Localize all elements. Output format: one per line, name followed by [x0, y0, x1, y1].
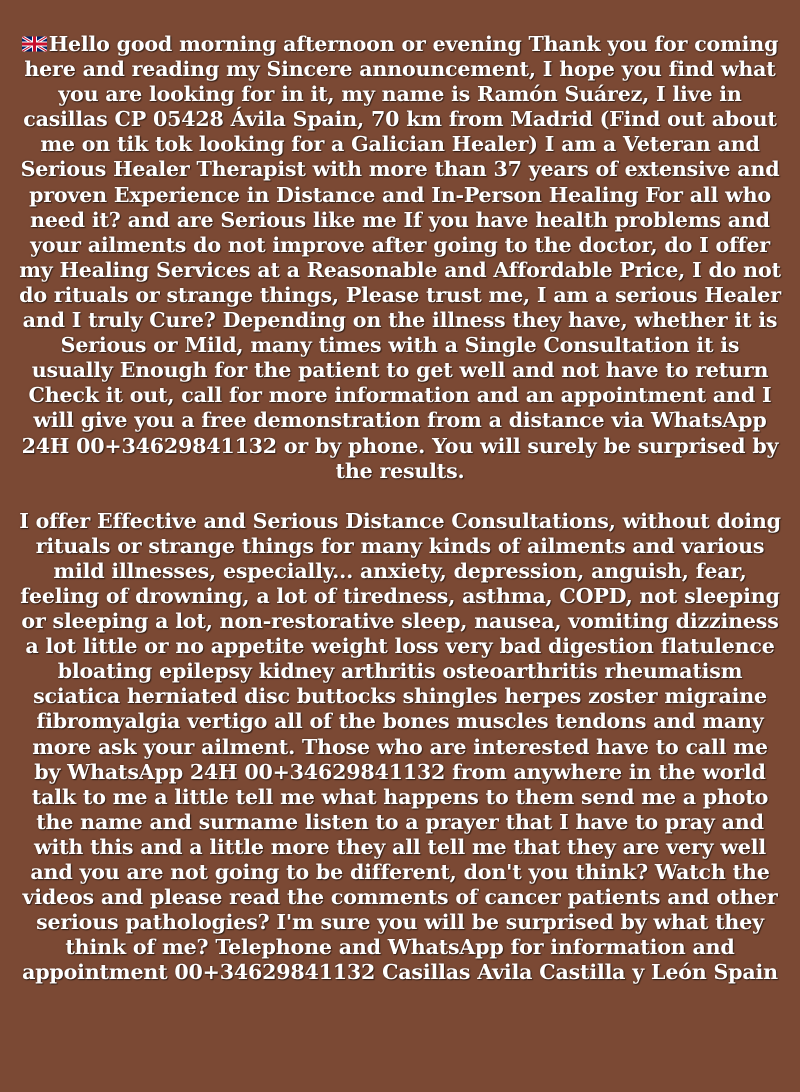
announcement-paragraph-1 [18, 32, 782, 484]
announcement-paragraph-2: I offer Effective and Serious Distance Consultations, without doing rituals or strange things for many kinds of ailments and various mild illnesses, especially... anxiety, depression, anguish, fear, feeling of drowning, a lot of tiredness, asthma, COPD, not sleeping or sleeping a lot, non-restorative sleep, nausea, vomiting dizziness a lot little or no appetite weight loss very bad digestion flatulence bloating epilepsy kidney arthritis osteoarthritis rheumatism sciatica herniated disc buttocks shingles herpes zoster migraine fibromyalgia vertigo all of the bones muscles tendons and many more ask your ailment. Those who are interested have to call me by WhatsApp 24H 00+34629841132 from anywhere in the world talk to me a little tell me what happens to them send me a photo the name and surname listen to a prayer that I have to pray and with this and a little more they all tell me that they are very well and you are not going to be different, don't you think? Watch the videos and please read the comments of cancer patients and other serious pathologies? I'm sure you will be surprised by what they think of me? Telephone and WhatsApp for information and appointment 00+34629841132 Casillas Avila Castilla y León Spain [19, 508, 781, 985]
announcement-paragraph-1-text: Hello good morning afternoon or evening Thank you for coming here and reading my Sincere announcement, I hope you find what you are looking for in it, my name is Ramón Suárez, I live in casillas CP 05428 Ávila Spain, 70 km from Madrid (Find out about me on tik tok looking for a Galician Healer) I am a Veteran and Serious Healer Therapist with more than 37 years of extensive and proven Experience in Distance and In-Person Healing For all who need it? and are Serious like me If you have health problems and your ailments do not improve after going to the doctor, do I offer my Healing Services at a Reasonable and Affordable Price, I do not do rituals or strange things, Please trust me, I am a serious Healer and I truly Cure? Depending on the illness they have, whether it is Serious or Mild, many times with a Single Consultation it is usually Enough for the patient to get well and not have to return Check it out, call for more information and an appointment and I will give you a free demonstration from a distance via WhatsApp 24H 00+34629841132 or by phone. You will surely be surprised by the results. [19, 32, 781, 483]
uk-flag-icon [22, 36, 47, 52]
